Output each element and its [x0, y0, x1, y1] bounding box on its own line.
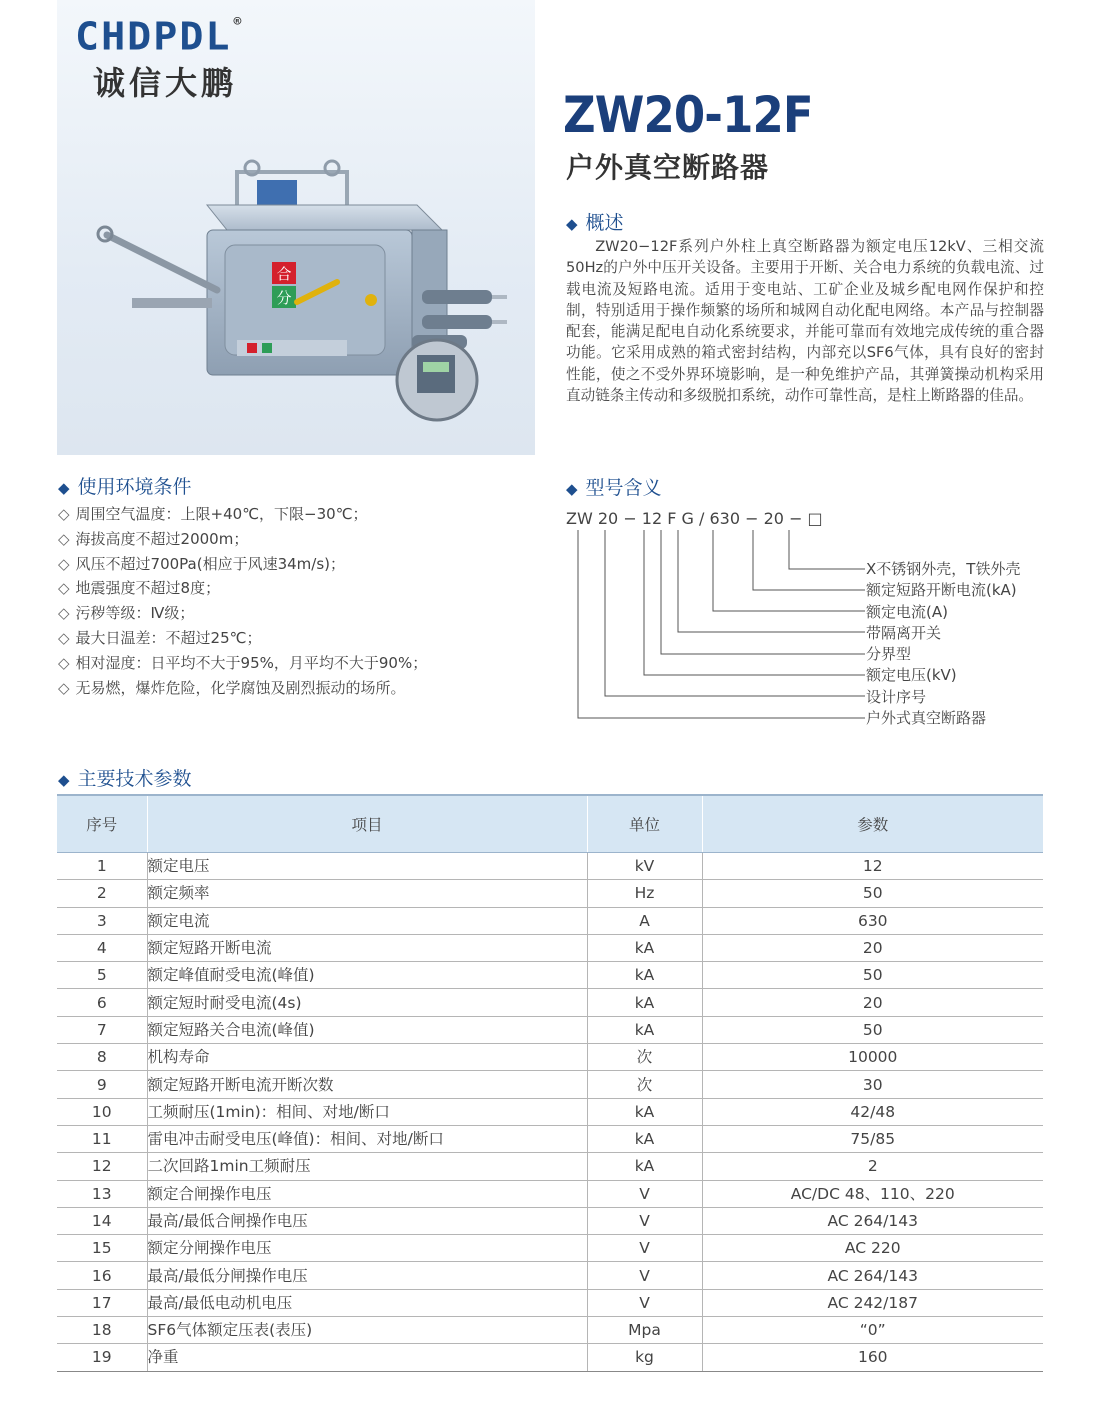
table-row	[57, 1153, 1043, 1180]
meaning-label: 额定电流(A)	[866, 602, 948, 621]
cell-unit: kA	[587, 1098, 702, 1125]
table-row	[57, 853, 1043, 880]
table-row	[57, 1125, 1043, 1152]
params-title: ◆ 主要技术参数	[58, 768, 192, 790]
cell-unit: V	[587, 1180, 702, 1207]
hollow-diamond-icon: ◇	[58, 579, 70, 598]
cell-item: 工频耐压(1min)：相间、对地/断口	[147, 1098, 587, 1125]
meaning-label: 分界型	[866, 645, 912, 664]
hollow-diamond-icon: ◇	[58, 628, 70, 647]
cell-no: 9	[57, 1071, 147, 1098]
cell-item: 净重	[147, 1344, 587, 1371]
cell-unit: V	[587, 1289, 702, 1316]
overview-title: ◆ 概述	[566, 212, 624, 234]
cell-no: 8	[57, 1044, 147, 1071]
cell-no: 18	[57, 1317, 147, 1344]
table-row	[57, 880, 1043, 907]
cell-unit: kA	[587, 934, 702, 961]
model-meaning-title: ◆ 型号含义	[566, 477, 662, 499]
cell-value: 20	[702, 989, 1043, 1016]
table-row	[57, 1317, 1043, 1344]
cell-value: 630	[702, 907, 1043, 934]
table-row	[57, 1207, 1043, 1234]
meaning-label: 户外式真空断路器	[866, 709, 987, 728]
cell-item: 二次回路1min工频耐压	[147, 1153, 587, 1180]
cell-unit: kg	[587, 1344, 702, 1371]
cell-item: SF6气体额定压表(表压)	[147, 1317, 587, 1344]
model-meaning-labels	[866, 559, 1020, 729]
table-row	[57, 1262, 1043, 1289]
brand-name-cn: 诚信大鹏	[93, 64, 238, 102]
table-row	[57, 1044, 1043, 1071]
cell-unit: kA	[587, 989, 702, 1016]
table-row	[57, 934, 1043, 961]
hollow-diamond-icon: ◇	[58, 505, 70, 523]
hollow-diamond-icon: ◇	[58, 554, 70, 573]
params-table	[57, 794, 1043, 1372]
cell-no: 13	[57, 1180, 147, 1207]
cell-value: 10000	[702, 1044, 1043, 1071]
cell-item: 额定短路开断电流开断次数	[147, 1071, 587, 1098]
list-item: ◇ 最大日温差：不超过25℃；	[58, 628, 262, 647]
meaning-label: 设计序号	[866, 687, 927, 706]
table-row	[57, 1344, 1043, 1371]
list-item: ◇ 相对湿度：日平均不大于95%，月平均不大于90%；	[58, 653, 428, 672]
diamond-icon: ◆	[566, 480, 578, 498]
cell-item: 额定峰值耐受电流(峰值)	[147, 962, 587, 989]
table-row	[57, 1071, 1043, 1098]
overview-text: ZW20−12F系列户外柱上真空断路器为额定电压12kV、三相交流50Hz的户外中压开关设备。主要用于开断、关合电力系统的负载电流、过载电流及短路电流。适用于变电站、工矿企业及城乡配电网作保护和控制，特别适用于操作频繁的场所和城网自动化配电网络。本产品与控制器配套，能满足配电自动化系统要求，并能可靠而有效地完成传统的重合器功能。它采用成熟的箱式密封结构，内部充以SF6气体，具有良好的密封性能，使之不受外界环境影响，是一种免维护产品，其弹簧操动机构采用直动链条主传动和多级脱扣系统，动作可靠性高，是柱上断路器的佳品。	[566, 238, 1044, 405]
cell-item: 机构寿命	[147, 1044, 587, 1071]
cell-item: 额定分闸操作电压	[147, 1235, 587, 1262]
cell-value: AC/DC 48、110、220	[702, 1180, 1043, 1207]
header-item: 项目	[147, 795, 587, 853]
table-row	[57, 1098, 1043, 1125]
cell-no: 16	[57, 1262, 147, 1289]
cell-no: 4	[57, 934, 147, 961]
cell-no: 7	[57, 1016, 147, 1043]
cell-no: 19	[57, 1344, 147, 1371]
cell-value: AC 220	[702, 1235, 1043, 1262]
list-item: ◇ 风压不超过700Pa(相应于风速34m/s)；	[58, 554, 346, 573]
brand-logo: CHDPDL ®	[75, 15, 244, 59]
cell-item: 最高/最低电动机电压	[147, 1289, 587, 1316]
table-row	[57, 989, 1043, 1016]
hollow-diamond-icon: ◇	[58, 604, 70, 623]
cell-item: 最高/最低合闸操作电压	[147, 1207, 587, 1234]
list-item: ◇ 周围空气温度：上限+40℃，下限−30℃；	[58, 505, 368, 523]
meaning-label: 额定短路开断电流(kA)	[866, 581, 1017, 600]
cell-value: AC 242/187	[702, 1289, 1043, 1316]
header-value: 参数	[702, 795, 1043, 853]
cell-unit: Mpa	[587, 1317, 702, 1344]
header-no: 序号	[57, 795, 147, 853]
cell-value: “0”	[702, 1317, 1043, 1344]
cell-value: 30	[702, 1071, 1043, 1098]
cell-no: 15	[57, 1235, 147, 1262]
cell-no: 14	[57, 1207, 147, 1234]
cell-item: 额定电压	[147, 853, 587, 880]
diamond-icon: ◆	[566, 215, 578, 233]
cell-no: 10	[57, 1098, 147, 1125]
product-model: ZW20-12F	[563, 86, 813, 144]
cell-no: 17	[57, 1289, 147, 1316]
product-name: 户外真空断路器	[566, 151, 770, 184]
list-item: ◇ 地震强度不超过8度；	[58, 579, 221, 598]
close-label: 合	[276, 265, 292, 283]
hollow-diamond-icon: ◇	[58, 678, 70, 697]
list-item: ◇ 无易燃，爆炸危险，化学腐蚀及剧烈振动的场所。	[58, 678, 406, 697]
environment-list	[58, 502, 427, 700]
hollow-diamond-icon: ◇	[58, 529, 70, 548]
cell-item: 额定短路开断电流	[147, 934, 587, 961]
diamond-icon: ◆	[58, 771, 70, 789]
table-row	[57, 1235, 1043, 1262]
cell-unit: V	[587, 1262, 702, 1289]
cell-unit: Hz	[587, 880, 702, 907]
environment-title: ◆ 使用环境条件	[58, 476, 192, 498]
cell-value: 50	[702, 1016, 1043, 1043]
cell-value: 12	[702, 853, 1043, 880]
cell-no: 3	[57, 907, 147, 934]
product-image	[87, 150, 507, 440]
cell-unit: 次	[587, 1044, 702, 1071]
cell-unit: kV	[587, 853, 702, 880]
product-hero	[57, 0, 535, 455]
cell-item: 额定合闸操作电压	[147, 1180, 587, 1207]
cell-value: AC 264/143	[702, 1262, 1043, 1289]
cell-unit: kA	[587, 1016, 702, 1043]
cell-value: 160	[702, 1344, 1043, 1371]
cell-value: 2	[702, 1153, 1043, 1180]
cell-value: AC 264/143	[702, 1207, 1043, 1234]
list-item: ◇ 污秽等级：Ⅳ级；	[58, 604, 195, 623]
header-unit: 单位	[587, 795, 702, 853]
meaning-label: X不锈钢外壳，T铁外壳	[866, 560, 1021, 578]
cell-value: 75/85	[702, 1125, 1043, 1152]
table-row	[57, 1016, 1043, 1043]
table-row	[57, 1180, 1043, 1207]
table-row	[57, 907, 1043, 934]
meaning-label: 带隔离开关	[866, 623, 942, 642]
table-row	[57, 1289, 1043, 1316]
cell-item: 额定电流	[147, 907, 587, 934]
cell-item: 额定短时耐受电流(4s)	[147, 989, 587, 1016]
cell-value: 42/48	[702, 1098, 1043, 1125]
cell-item: 额定短路关合电流(峰值)	[147, 1016, 587, 1043]
list-item: ◇ 海拔高度不超过2000m；	[58, 529, 249, 548]
cell-unit: A	[587, 907, 702, 934]
cell-unit: kA	[587, 1125, 702, 1152]
cell-no: 6	[57, 989, 147, 1016]
cell-no: 2	[57, 880, 147, 907]
cell-unit: V	[587, 1207, 702, 1234]
cell-unit: kA	[587, 962, 702, 989]
cell-unit: kA	[587, 1153, 702, 1180]
cell-item: 最高/最低分闸操作电压	[147, 1262, 587, 1289]
cell-item: 额定频率	[147, 880, 587, 907]
cell-no: 5	[57, 962, 147, 989]
model-meaning-diagram	[560, 525, 870, 725]
cell-unit: V	[587, 1235, 702, 1262]
cell-no: 11	[57, 1125, 147, 1152]
cell-value: 50	[702, 962, 1043, 989]
cell-unit: 次	[587, 1071, 702, 1098]
model-code: ZW 20 − 12 F G / 630 − 20 − □	[566, 509, 823, 528]
diamond-icon: ◆	[58, 479, 70, 497]
cell-item: 雷电冲击耐受电压(峰值)：相间、对地/断口	[147, 1125, 587, 1152]
cell-value: 20	[702, 934, 1043, 961]
cell-no: 1	[57, 853, 147, 880]
table-header-row	[57, 795, 1043, 853]
hollow-diamond-icon: ◇	[58, 653, 70, 672]
open-label: 分	[276, 289, 292, 307]
meaning-label: 额定电压(kV)	[866, 666, 957, 685]
cell-value: 50	[702, 880, 1043, 907]
cell-no: 12	[57, 1153, 147, 1180]
table-row	[57, 962, 1043, 989]
params-table-body	[57, 853, 1043, 1372]
